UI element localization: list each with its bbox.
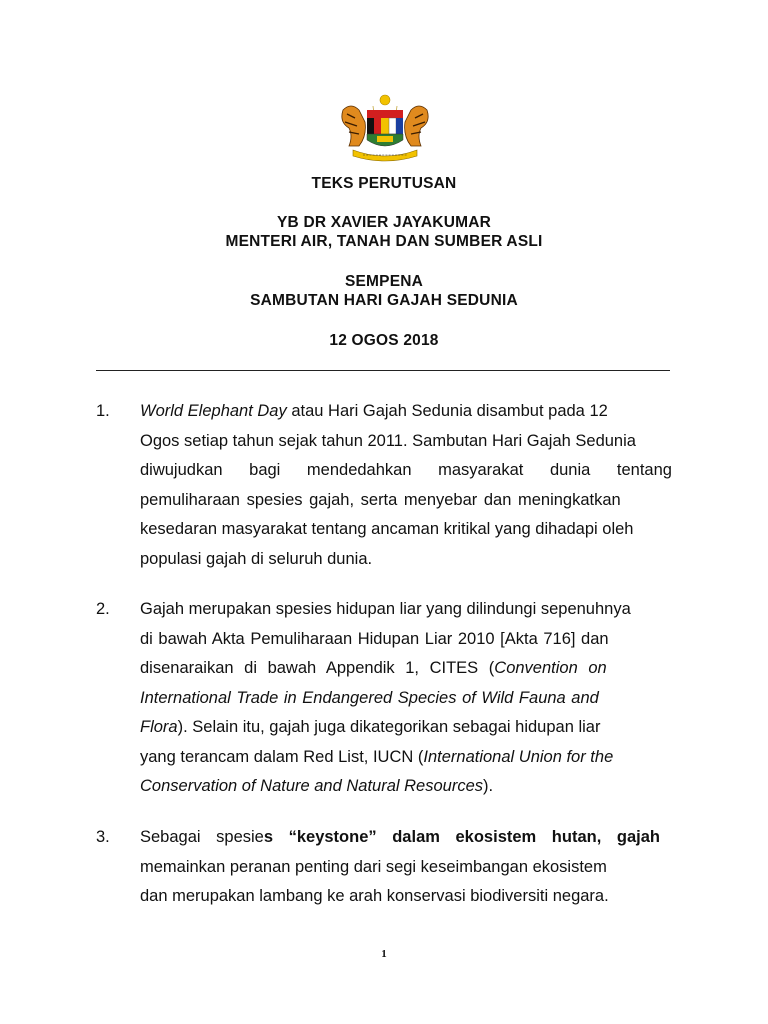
paragraph-line: International Trade in Endangered Species of Wild Fauna and	[140, 688, 599, 707]
paragraph-line: diwujudkan bagi mendedahkan masyarakat dunia tentang	[140, 461, 672, 479]
header-divider	[96, 370, 670, 371]
paragraph-line: Ogos setiap tahun sejak tahun 2011. Sambutan Hari Gajah Sedunia	[140, 431, 636, 450]
document-date: 12 OGOS 2018	[329, 332, 439, 349]
paragraph-line: di bawah Akta Pemuliharaan Hidupan Liar 2010 [Akta 716] dan	[140, 629, 609, 648]
paragraph-line: pemuliharaan spesies gajah, serta menyebar dan meningkatkan	[140, 490, 621, 509]
paragraph-line: memainkan peranan penting dari segi keseimbangan ekosistem	[140, 857, 607, 876]
document-title: TEKS PERUTUSAN	[311, 175, 457, 192]
paragraph-line: disenaraikan di bawah Appendik 1, CITES (Convention on	[140, 659, 607, 677]
paragraph-number: 2.	[96, 600, 110, 618]
paragraph-number: 1.	[96, 402, 110, 420]
occasion-title: SAMBUTAN HARI GAJAH SEDUNIA	[250, 292, 518, 309]
paragraph-line: Conservation of Nature and Natural Resources).	[140, 777, 494, 795]
paragraph-line: Gajah merupakan spesies hidupan liar yang dilindungi sepenuhnya	[140, 600, 631, 618]
coat-of-arms-logo	[329, 92, 441, 164]
paragraph-line: World Elephant Day atau Hari Gajah Sedunia disambut pada 12	[140, 402, 608, 420]
minister-name: YB DR XAVIER JAYAKUMAR	[277, 214, 491, 231]
paragraph-line: kesedaran masyarakat tentang ancaman kritikal yang dihadapi oleh	[140, 520, 634, 538]
paragraph-line: populasi gajah di seluruh dunia.	[140, 549, 373, 568]
page-number: 1	[381, 948, 387, 960]
paragraph-line: dan merupakan lambang ke arah konservasi biodiversiti negara.	[140, 887, 609, 905]
paragraph-line: yang terancam dalam Red List, IUCN (International Union for the	[140, 747, 614, 766]
minister-title: MENTERI AIR, TANAH DAN SUMBER ASLI	[225, 233, 543, 250]
paragraph-line: Flora). Selain itu, gajah juga dikategorikan sebagai hidupan liar	[140, 718, 601, 736]
paragraph-number: 3.	[96, 828, 110, 846]
occasion-prefix: SEMPENA	[344, 273, 424, 290]
paragraph-line: Sebagai spesies “keystone” dalam ekosistem hutan, gajah	[140, 828, 660, 846]
